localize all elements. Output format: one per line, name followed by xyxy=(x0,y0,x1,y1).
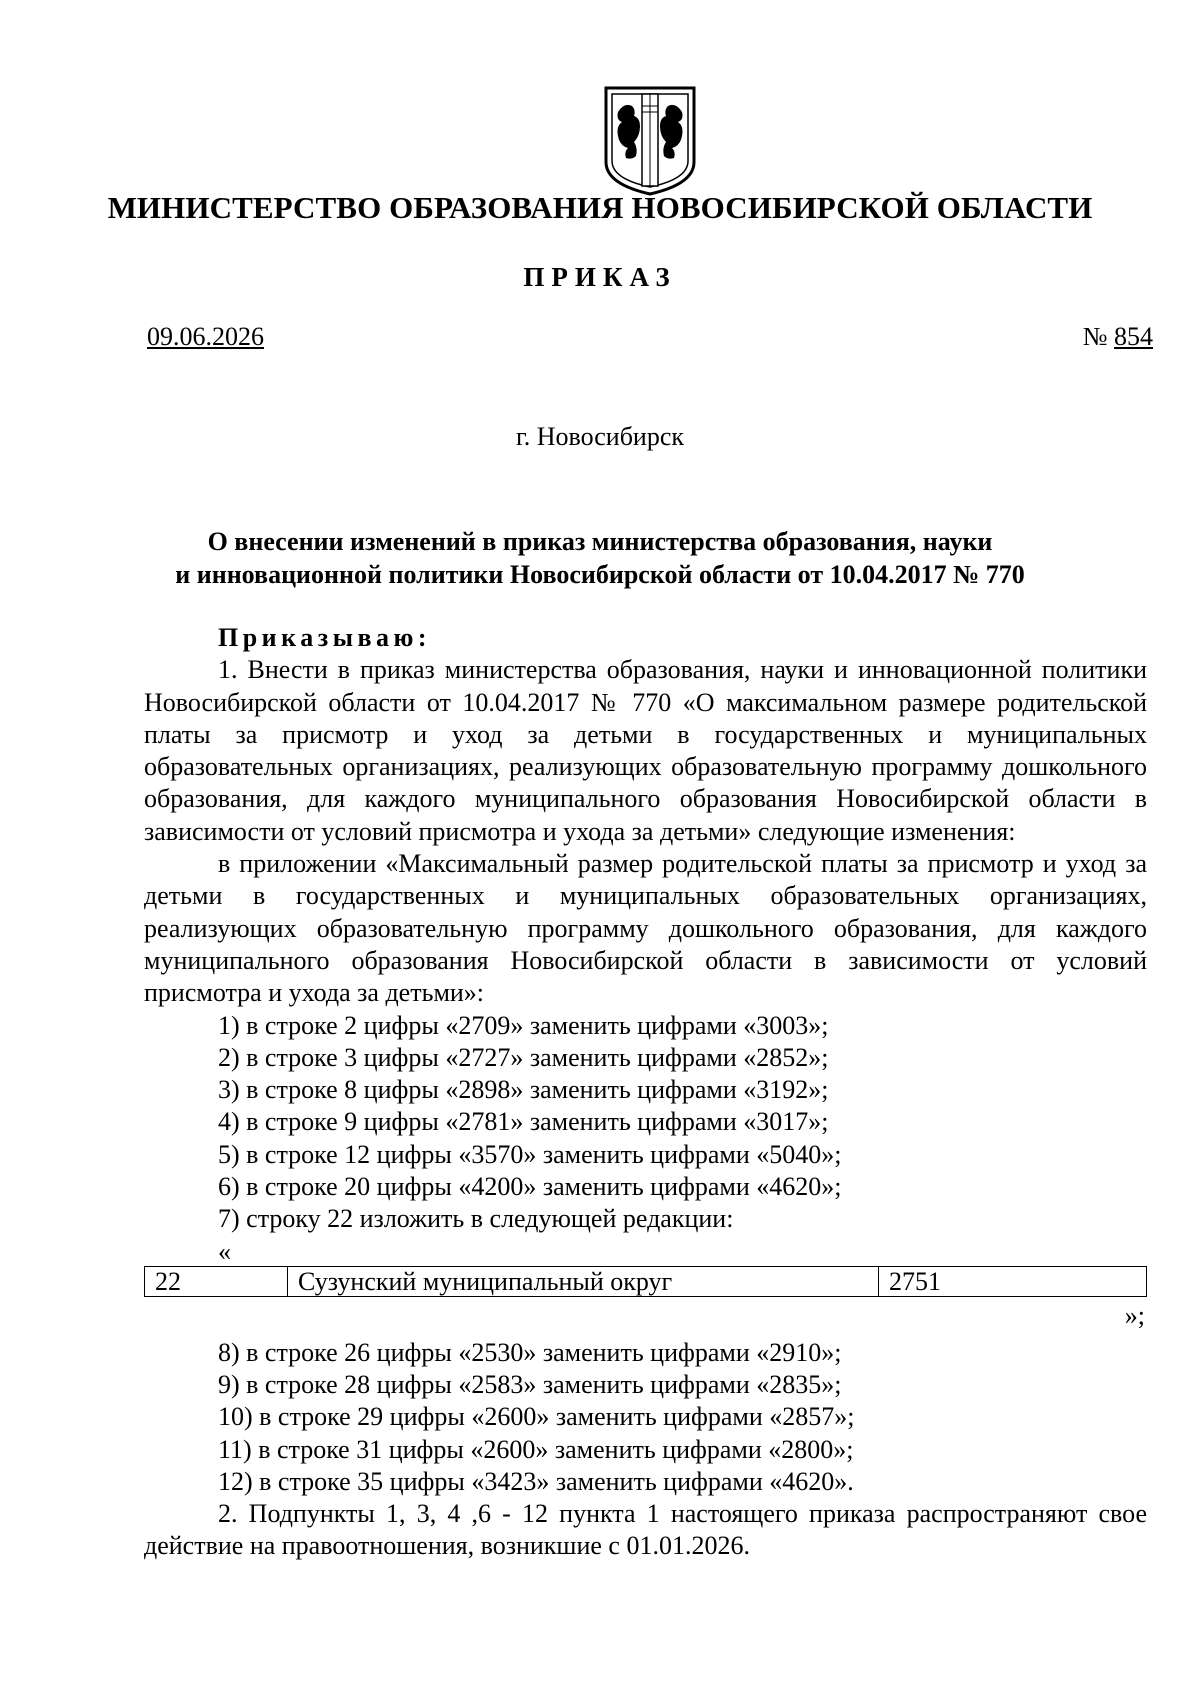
coat-of-arms-icon xyxy=(602,84,698,196)
list-item: 1) в строке 2 цифры «2709» заменить цифрами «3003»; xyxy=(218,1010,829,1040)
list-item: 2) в строке 3 цифры «2727» заменить цифрами «2852»; xyxy=(218,1042,829,1072)
table-cell-number: 22 xyxy=(145,1266,288,1296)
list-item: 5) в строке 12 цифры «3570» заменить цифрами «5040»; xyxy=(218,1139,842,1169)
list-item: 9) в строке 28 цифры «2583» заменить цифрами «2835»; xyxy=(218,1369,842,1399)
subject-line-1: О внесении изменений в приказ министерства образования, науки xyxy=(207,527,993,556)
paragraph-2: 2. Подпункты 1, 3, 4 ,6 - 12 пункта 1 настоящего приказа распространяют свое действие на правоотношения, возникшие с 01.01.2026. xyxy=(144,1499,1147,1561)
number-value: 854 xyxy=(1114,322,1153,351)
list-item: 7) строку 22 изложить в следующей редакции: xyxy=(218,1204,734,1234)
number-sign: № xyxy=(1082,322,1108,351)
city: г. Новосибирск xyxy=(515,422,685,451)
paragraph-appendix: в приложении «Максимальный размер родительской платы за присмотр и уход за детьми в государственных и муниципальных образовательных организациях, реализующих образовательную программу дошкольного образования, для каждого муниципального образования Новосибирской области в зависимости от условий присмотра и ухода за детьми»: xyxy=(144,849,1147,1008)
paragraph-1: 1. Внести в приказ министерства образования, науки и инновационной политики Новосибирской области от 10.04.2017 № 770 «О максимальном размере родительской платы за присмотр и уход за детьми в государственных и муниципальных образовательных организациях, реализующих образовательную программу дошкольного образования, для каждого муниципального образования Новосибирской области в зависимости от условий присмотра и ухода за детьми» следующие изменения: xyxy=(144,655,1147,846)
list-item: 8) в строке 26 цифры «2530» заменить цифрами «2910»; xyxy=(218,1337,842,1367)
order-body xyxy=(144,622,1147,1563)
order-number xyxy=(1083,320,1153,354)
list-item: 6) в строке 20 цифры «4200» заменить цифрами «4620»; xyxy=(218,1172,842,1202)
order-date: 09.06.2026 xyxy=(147,322,264,351)
quote-close: »; xyxy=(1124,1300,1145,1330)
list-item: 4) в строке 9 цифры «2781» заменить цифрами «3017»; xyxy=(218,1107,829,1137)
order-word: Приказываю: xyxy=(218,623,432,652)
document-type: ПРИКАЗ xyxy=(523,262,677,292)
order-subject xyxy=(0,525,1200,591)
list-item: 10) в строке 29 цифры «2600» заменить цифрами «2857»; xyxy=(218,1402,855,1432)
quote-open: « xyxy=(218,1236,231,1266)
table-cell-value: 2751 xyxy=(879,1266,1147,1296)
list-item: 3) в строке 8 цифры «2898» заменить цифрами «3192»; xyxy=(218,1075,829,1105)
subject-line-2: и инновационной политики Новосибирской области от 10.04.2017 № 770 xyxy=(175,560,1025,589)
table-row xyxy=(145,1266,1147,1296)
list-item: 11) в строке 31 цифры «2600» заменить цифрами «2800»; xyxy=(218,1434,854,1464)
table-cell-municipality: Сузунский муниципальный округ xyxy=(288,1266,879,1296)
replacement-table xyxy=(144,1266,1147,1297)
ministry-title: МИНИСТЕРСТВО ОБРАЗОВАНИЯ НОВОСИБИРСКОЙ ОБЛАСТИ xyxy=(107,190,1093,225)
list-item: 12) в строке 35 цифры «3423» заменить цифрами «4620». xyxy=(218,1466,854,1496)
